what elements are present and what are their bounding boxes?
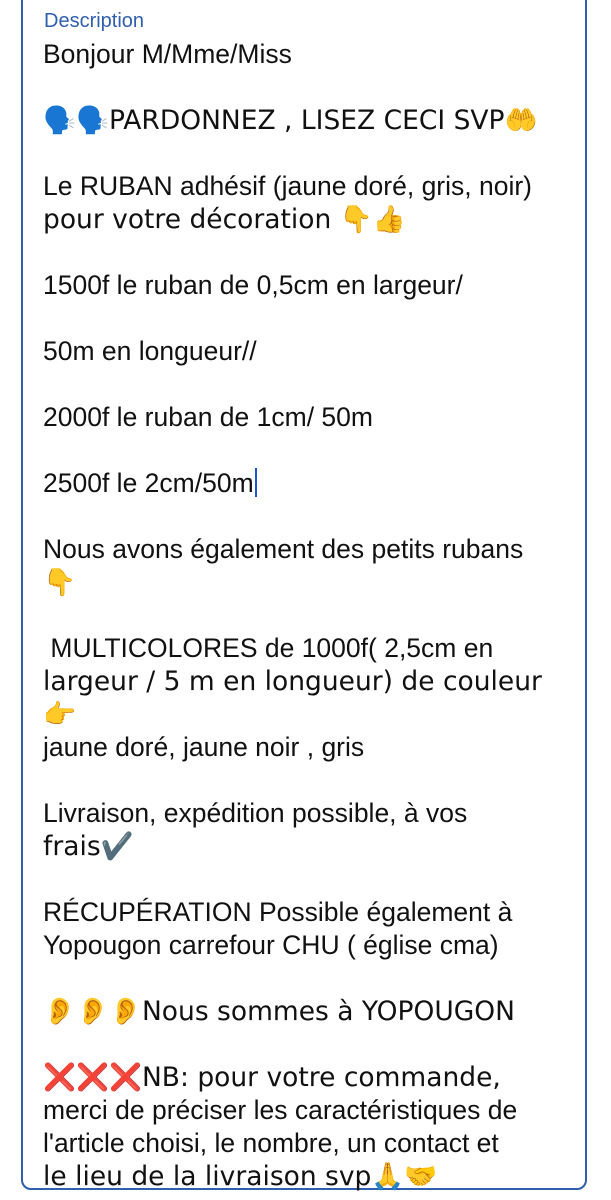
text-caret <box>255 468 257 497</box>
text-line: Nous avons également des petits rubans <box>43 534 524 564</box>
text-line: largeur / 5 m en longueur) de couleur 👉 <box>43 666 551 730</box>
text-line: RÉCUPÉRATION Possible également à <box>43 897 513 927</box>
text-line: 👇 <box>43 567 76 598</box>
text-line: ❌❌❌NB: pour votre commande, <box>43 1062 501 1093</box>
text-line: pour votre décoration 👇👍 <box>43 204 406 235</box>
text-line: 1500f le ruban de 0,5cm en largeur/ <box>43 270 463 300</box>
description-label: Description <box>44 10 145 32</box>
text-line: merci de préciser les caractéristiques de <box>43 1095 518 1125</box>
text-line: MULTICOLORES de 1000f( 2,5cm en <box>43 633 494 663</box>
text-line: 50m en longueur// <box>43 336 257 366</box>
text-line: Yopougon carrefour CHU ( église cma) <box>43 930 499 960</box>
text-line: 👂👂👂Nous sommes à YOPOUGON <box>43 996 515 1027</box>
text-line: 2500f le 2cm/50m <box>43 468 254 498</box>
text-line-with-caret <box>43 467 573 500</box>
description-content[interactable] <box>43 38 573 1193</box>
text-line: Le RUBAN adhésif (jaune doré, gris, noir) <box>43 171 533 201</box>
text-line: jaune doré, jaune noir , gris <box>43 732 365 762</box>
text-line: Livraison, expédition possible, à vos <box>43 798 468 828</box>
text-line: l'article choisi, le nombre, un contact et <box>43 1128 499 1158</box>
text-line: 🗣️🗣️PARDONNEZ , LISEZ CECI SVP🤲 <box>43 105 538 136</box>
text-line: 2000f le ruban de 1cm/ 50m <box>43 402 373 432</box>
text-line: Bonjour M/Mme/Miss <box>43 39 292 69</box>
text-line: frais✔️ <box>43 831 134 862</box>
text-line: le lieu de la livraison svp🙏🤝 <box>43 1161 438 1192</box>
